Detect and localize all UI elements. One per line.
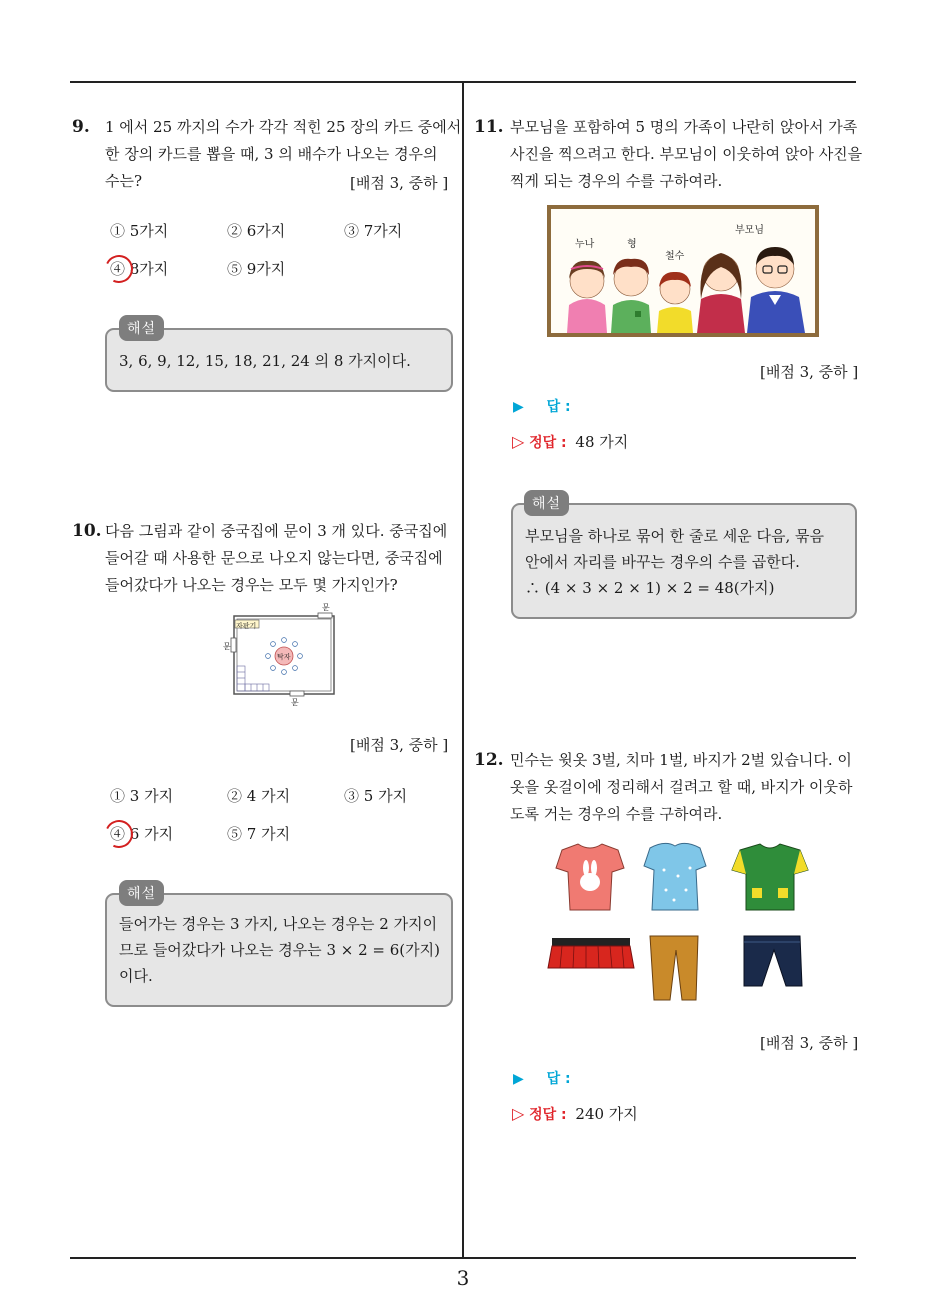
family-illustration (551, 209, 815, 333)
question-text-line: 1 에서 25 까지의 수가 각각 적힌 25 장의 카드 중에서 (105, 118, 462, 136)
correct-answer-label: 정답 : (529, 1107, 567, 1123)
sister-label: 누나 (575, 239, 595, 250)
choice-1[interactable]: ① 3 가지 (110, 787, 174, 805)
vending-machine-label: 자판기 (236, 622, 257, 630)
parents-label: 부모님 (735, 225, 764, 236)
question-text-line: 도록 거는 경우의 수를 구하여라. (510, 805, 723, 823)
mother-figure (697, 253, 745, 333)
question-text-line: 들어갔다가 나오는 경우는 모두 몇 가지인가? (105, 576, 398, 594)
correct-answer-row (512, 431, 628, 452)
question-number: 11. (474, 117, 504, 137)
cheolsu-label: 철수 (665, 251, 685, 262)
red-skirt-icon (548, 938, 634, 968)
score-label: [배점 3, 중하 ] (760, 1034, 859, 1052)
door-bottom (290, 691, 304, 696)
question-text-line: 옷을 옷걸이에 정리해서 걸려고 할 때, 바지가 이웃하 (510, 778, 853, 796)
outline-triangle-icon: ▷ (512, 1104, 525, 1123)
door-label: 문 (291, 698, 299, 707)
choice-5[interactable]: ⑤ 9가지 (227, 260, 286, 278)
explanation-tag: 해설 (119, 315, 164, 341)
bottom-rule (70, 1257, 856, 1259)
explanation-text: 3, 6, 9, 12, 15, 18, 21, 24 의 8 가지이다. (119, 352, 411, 370)
sister-figure (567, 261, 607, 333)
question-text-line: 찍게 되는 경우의 수를 구하여라. (510, 172, 723, 190)
question-text-line: 민수는 윗옷 3벌, 치마 1벌, 바지가 2벌 있습니다. 이 (510, 751, 852, 769)
answer-circle-mark (101, 251, 137, 287)
choice-2[interactable]: ② 6가지 (227, 222, 286, 240)
choice-3[interactable]: ③ 5 가지 (344, 787, 408, 805)
answer-row (513, 1068, 571, 1088)
question-text-line: 한 장의 카드를 뽑을 때, 3 의 배수가 나오는 경우의 (105, 145, 438, 163)
question-text-line: 사진을 찍으려고 한다. 부모님이 이웃하여 앉아 사진을 (510, 145, 863, 163)
column-divider (462, 82, 464, 1258)
explanation-text-line: ∴ (4 × 3 × 2 × 1) × 2 = 48(가지) (525, 579, 775, 597)
brother-figure (611, 259, 651, 333)
choice-4[interactable]: ④ 6 가지 (110, 825, 174, 843)
question-text-line: 다음 그림과 같이 중국집에 문이 3 개 있다. 중국집에 (105, 522, 448, 540)
question-number: 9. (72, 117, 90, 137)
table-label: 탁자 (277, 653, 291, 661)
question-number: 12. (474, 750, 504, 770)
correct-answer-value: 240 가지 (575, 1105, 638, 1123)
choice-3[interactable]: ③ 7가지 (344, 222, 403, 240)
pink-shirt-icon (556, 844, 624, 910)
clothes-illustration (540, 840, 820, 1006)
play-triangle-icon: ▶ (513, 399, 524, 415)
choice-4[interactable]: ④ 8가지 (110, 260, 169, 278)
correct-answer-value: 48 가지 (575, 433, 629, 451)
blue-blouse-icon (644, 843, 706, 910)
play-triangle-icon: ▶ (513, 1071, 524, 1087)
door-left (231, 638, 236, 652)
navy-jeans-icon (744, 936, 802, 986)
correct-answer-row (512, 1103, 638, 1124)
father-figure (747, 247, 805, 333)
correct-answer-label: 정답 : (529, 435, 567, 451)
family-picture-frame (547, 205, 819, 337)
score-label: [배점 3, 중하 ] (350, 736, 449, 754)
orange-pants-icon (650, 936, 698, 1000)
choice-2[interactable]: ② 4 가지 (227, 787, 291, 805)
choice-5[interactable]: ⑤ 7 가지 (227, 825, 291, 843)
choice-1[interactable]: ① 5가지 (110, 222, 169, 240)
answer-row (513, 396, 571, 416)
explanation-tag: 해설 (524, 490, 569, 516)
green-shirt-icon (732, 844, 808, 910)
explanation-tag: 해설 (119, 880, 164, 906)
answer-label: 답 : (546, 399, 571, 415)
explanation-text-line: 들어가는 경우는 3 가지, 나오는 경우는 2 가지이 (119, 915, 438, 933)
answer-label: 답 : (546, 1071, 571, 1087)
brother-label: 형 (627, 239, 637, 250)
question-text-line: 부모님을 포함하여 5 명의 가족이 나란히 앉아서 가족 (510, 118, 858, 136)
question-text-line: 들어갈 때 사용한 문으로 나오지 않는다면, 중국집에 (105, 549, 443, 567)
door-label: 문 (223, 642, 231, 651)
answer-circle-mark (101, 816, 137, 852)
explanation-text-line: 므로 들어갔다가 나오는 경우는 3 × 2 = 6(가지) (119, 941, 440, 959)
score-label: [배점 3, 중하 ] (760, 363, 859, 381)
explanation-box (105, 893, 453, 1007)
question-number: 10. (72, 521, 102, 541)
cheolsu-figure (657, 272, 693, 333)
outline-triangle-icon: ▷ (512, 432, 525, 451)
explanation-text-line: 이다. (119, 967, 153, 985)
explanation-box (511, 503, 857, 619)
score-label: [배점 3, 중하 ] (350, 174, 449, 192)
page-number: 3 (456, 1266, 470, 1290)
explanation-text-line: 안에서 자리를 바꾸는 경우의 수를 곱한다. (525, 553, 800, 571)
question-text-line: 수는? (105, 172, 143, 190)
explanation-text-line: 부모님을 하나로 묶어 한 줄로 세운 다음, 묶음 (525, 527, 824, 545)
door-label: 문 (322, 603, 330, 612)
door-top-right (318, 613, 332, 618)
